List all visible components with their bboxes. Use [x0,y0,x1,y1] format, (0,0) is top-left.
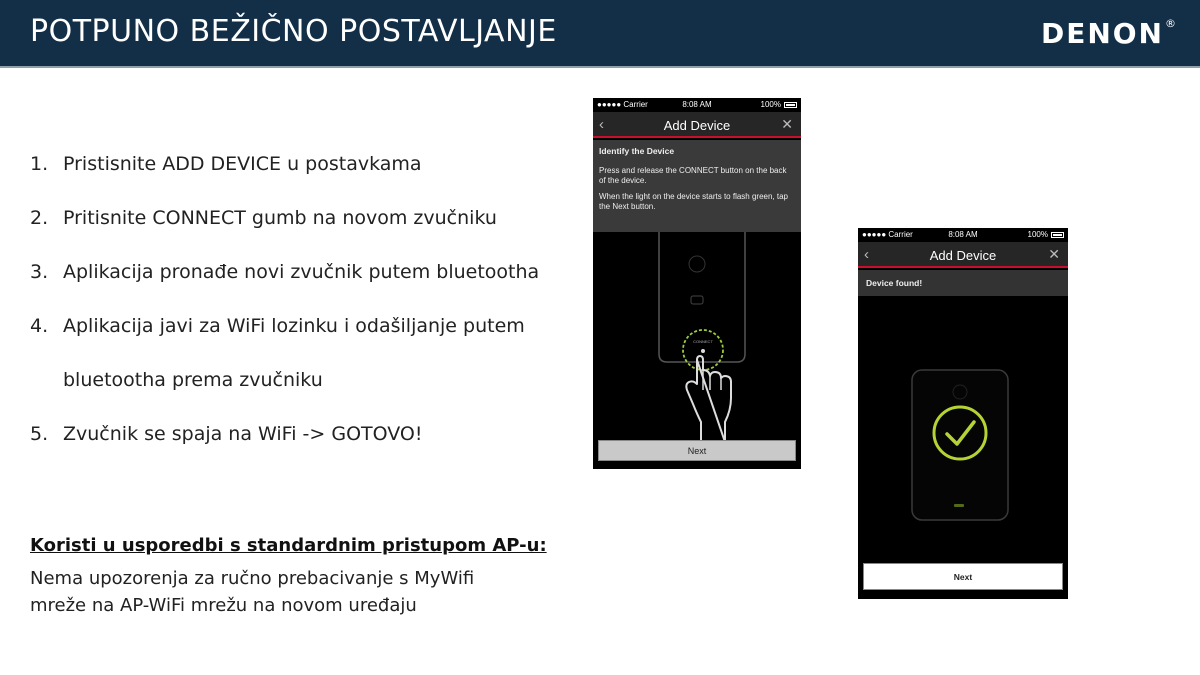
step-item [30,258,570,312]
step-number: 1. [30,153,49,175]
step-text: Aplikacija javi za WiFi lozinku i odašiljanje putem [63,315,525,337]
benefits-section [30,533,570,619]
step-item [30,150,570,204]
battery-icon [1051,232,1064,238]
step-number: 3. [30,261,49,283]
step-number: 2. [30,207,49,229]
carrier-label: ●●●●● Carrier [862,230,913,239]
status-time: 8:08 AM [948,230,978,239]
instructions-panel [593,140,801,232]
step-item [30,312,570,366]
slide-title: POTPUNO BEŽIČNO POSTAVLJANJE [30,14,557,49]
nav-title: Add Device [663,118,731,133]
next-button[interactable]: Next [598,440,796,461]
step-text: Pritisnite CONNECT gumb na novom zvučniku [63,207,497,229]
speaker-press-illustration [593,232,801,442]
device-found-banner: Device found! [858,270,1068,296]
phone-screenshot-identify [593,98,801,469]
status-bar [858,228,1068,242]
next-button[interactable]: Next [863,563,1063,590]
instructions-para: When the light on the device starts to flash green, tap the Next button. [599,192,788,211]
step-text: Aplikacija pronađe novi zvučnik putem bluetootha [63,261,540,283]
close-icon[interactable]: ✕ [1048,246,1060,262]
battery-percent: 100% [760,100,781,109]
brand-name: DENON [1040,17,1164,50]
back-chevron-icon[interactable]: ‹ [599,116,604,133]
battery-percent: 100% [1027,230,1048,239]
instructions-para: Press and release the CONNECT button on the back of the device. [599,166,787,185]
status-time: 8:08 AM [682,100,712,109]
step-item [30,420,570,474]
benefits-title: Koristi u usporedbi s standardnim pristupom AP-u: [30,535,547,556]
connect-label: CONNECT [693,339,713,344]
steps-list [30,150,570,474]
step-text: Pristisnite ADD DEVICE u postavkama [63,153,422,175]
benefits-body: Nema upozorenja za ručno prebacivanje s MyWifi mreže na AP-WiFi mrežu na novom uređaju [30,568,475,616]
nav-title: Add Device [929,248,997,263]
registered-mark: ® [1165,17,1178,30]
step-number: 5. [30,423,49,445]
step-item-continuation [30,366,570,420]
app-navbar [858,242,1068,268]
battery-icon [784,102,797,108]
carrier-label: ●●●●● Carrier [597,100,648,109]
step-number: 4. [30,315,49,337]
step-text: bluetootha prema zvučniku [63,369,323,391]
slide-header [0,0,1200,68]
back-chevron-icon[interactable]: ‹ [864,246,869,263]
app-navbar [593,112,801,138]
instructions-title: Identify the Device [599,146,675,156]
step-item [30,204,570,258]
step-text: Zvučnik se spaja na WiFi -> GOTOVO! [63,423,423,445]
denon-logo [1041,17,1178,50]
phone-screenshot-found [858,228,1068,599]
speaker-success-illustration [858,358,1068,558]
close-icon[interactable]: ✕ [781,116,793,132]
status-bar [593,98,801,112]
